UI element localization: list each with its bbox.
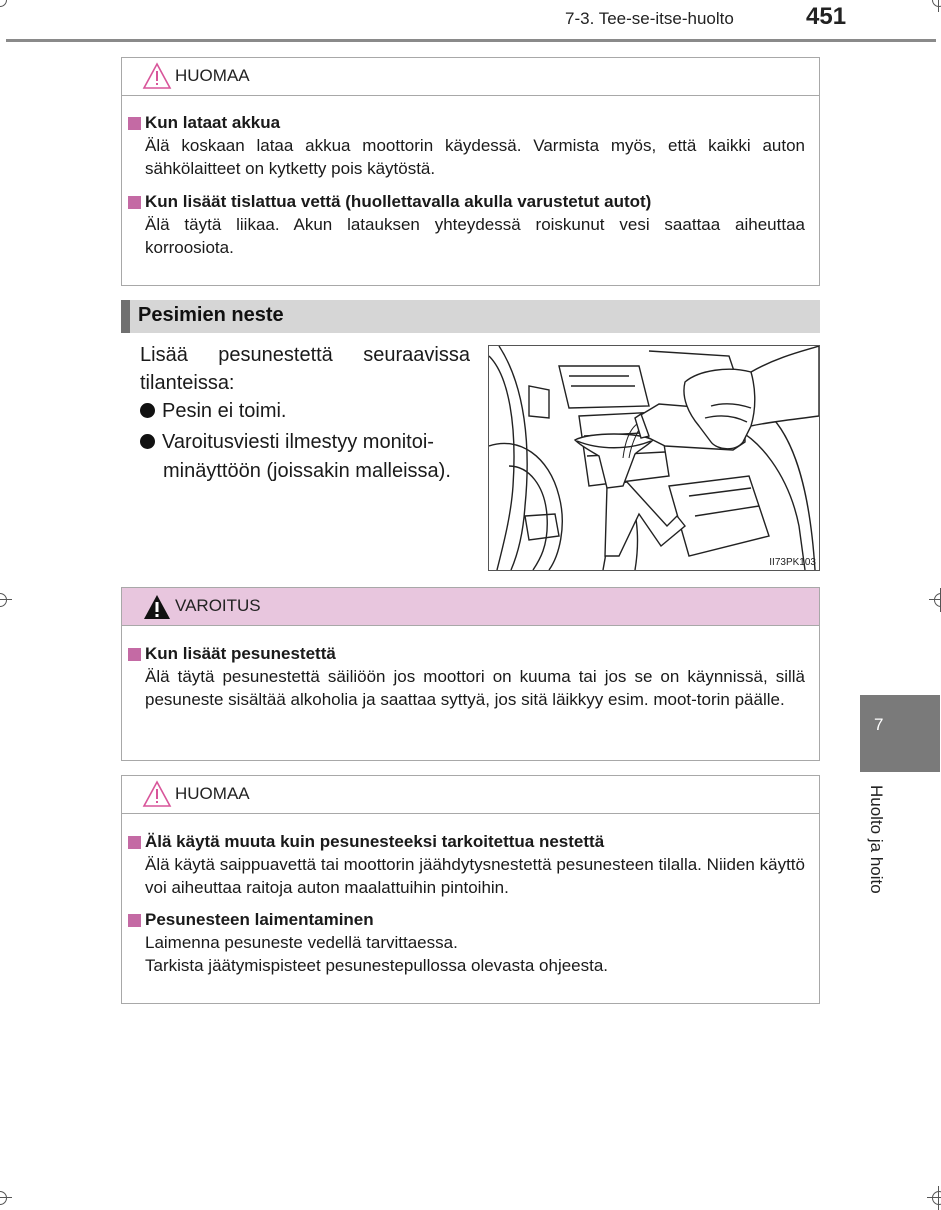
notice-title: HUOMAA [175, 784, 250, 803]
item-body: Älä täytä pesunestettä säiliöön jos moottori on kuuma tai jos se on käynnissä, sillä pesuneste sisältää alkoholia ja saattaa syttyä, jos sitä läikkyy esim. moot-torin päälle. [145, 667, 805, 709]
caution-triangle-icon [142, 62, 172, 90]
registration-mark [929, 588, 941, 612]
warning-title: VAROITUS [175, 596, 261, 615]
caution-triangle-icon [142, 780, 172, 808]
item-body-line: Laimenna pesuneste vedellä tarvittaessa. [145, 933, 458, 952]
chapter-number: 7 [874, 715, 884, 734]
notice-title: HUOMAA [175, 66, 250, 85]
warning-triangle-icon [142, 593, 172, 621]
bullet-dot-icon [140, 403, 155, 418]
item-body-line: Tarkista jäätymispisteet pesunestepullossa olevasta ohjeesta. [145, 956, 609, 975]
item-heading: Pesunesteen laimentaminen [145, 910, 374, 929]
registration-mark [0, 1186, 12, 1210]
notice-header [122, 58, 819, 96]
refill-washer-tank-image [489, 346, 819, 570]
registration-mark [927, 0, 941, 12]
bullet-square [128, 648, 141, 661]
notice-box [121, 775, 820, 1004]
notice-item [128, 831, 805, 899]
section-heading-bar [121, 300, 820, 333]
washer-fluid-illustration [488, 345, 820, 571]
item-heading: Älä käytä muuta kuin pesunesteeksi tarkoitettua nestettä [145, 832, 605, 851]
bullet-item-continuation: minäyttöön (joissakin malleissa). [163, 460, 451, 482]
registration-mark [0, 588, 12, 612]
header-rule [6, 39, 936, 42]
header-section-title: 7-3. Tee-se-itse-huolto [565, 9, 734, 28]
item-body: Älä täytä liikaa. Akun latauksen yhteydessä roiskunut vesi saattaa aiheuttaa korroosiota. [145, 215, 805, 257]
notice-header [122, 776, 819, 814]
chapter-tab [860, 695, 940, 772]
warning-header [122, 588, 819, 626]
bullet-square [128, 836, 141, 849]
bullet-dot-icon [140, 434, 155, 449]
notice-item [128, 112, 805, 180]
item-body [145, 931, 805, 977]
page-number: 451 [806, 3, 847, 30]
image-code: II73PK103 [769, 557, 816, 568]
notice-item [128, 191, 805, 259]
section-intro: Lisää pesunestettä seuraavissa tilanteissa: [140, 344, 470, 394]
item-heading: Kun lisäät pesunestettä [145, 644, 336, 663]
bullet-item: Varoitusviesti ilmestyy monitoi- [140, 427, 470, 457]
registration-mark [927, 1186, 941, 1210]
item-body: Älä käytä saippuavettä tai moottorin jäähdytysnestettä pesunesteen tilalla. Niiden käyttö voi aiheuttaa raitoja auton maalattuihin pintoihin. [145, 855, 805, 897]
notice-box [121, 57, 820, 286]
chapter-label: Huolto ja hoito [867, 785, 886, 894]
item-heading: Kun lisäät tislattua vettä (huollettavalla akulla varustetut autot) [145, 192, 652, 211]
notice-item [128, 909, 805, 977]
section-title: Pesimien neste [138, 304, 284, 326]
item-body: Älä koskaan lataa akkua moottorin käydessä. Varmista myös, että kaikki auton sähkölaitteet on kytketty pois käytöstä. [145, 136, 805, 178]
warning-box [121, 587, 820, 761]
bullet-square [128, 196, 141, 209]
item-heading: Kun lataat akkua [145, 113, 281, 132]
bullet-square [128, 914, 141, 927]
bullet-item: Pesin ei toimi. [140, 396, 287, 426]
bullet-square [128, 117, 141, 130]
warning-item [128, 643, 805, 711]
registration-mark [0, 0, 12, 12]
